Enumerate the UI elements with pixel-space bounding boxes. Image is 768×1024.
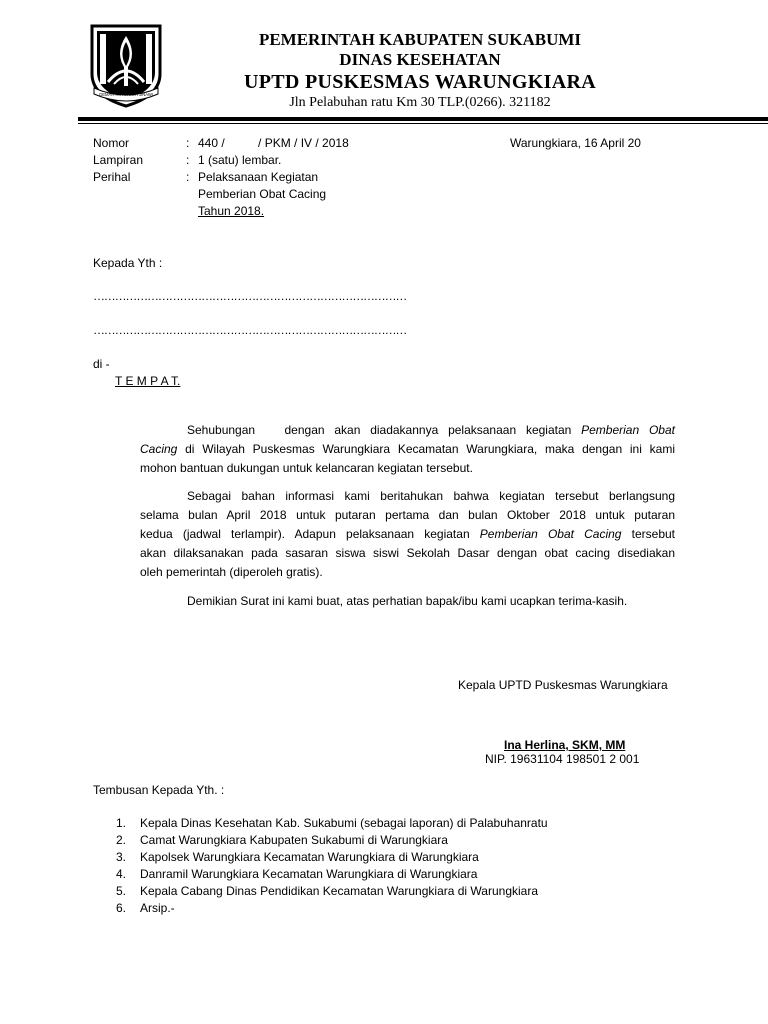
- di-label: di -: [93, 357, 110, 371]
- perihal-colon: :: [186, 170, 190, 184]
- letterhead: [0, 0, 768, 124]
- body-paragraph-2: [140, 487, 675, 582]
- cc-num: 1.: [116, 816, 127, 830]
- cc-text: Kepala Cabang Dinas Pendidikan Kecamatan Warungkiara di Warungkiara: [140, 884, 539, 898]
- header-institution: UPTD PUSKESMAS WARUNGKIARA: [244, 71, 596, 93]
- p1-line-2: [140, 440, 675, 459]
- header-department: DINAS KESEHATAN: [339, 50, 501, 69]
- sukabumi-emblem-icon: [86, 22, 166, 108]
- header-address: Jln Pelabuhan ratu Km 30 TLP.(0266). 321182: [289, 95, 551, 110]
- p2-line-3-text-b: tersebut: [621, 527, 675, 541]
- cc-num: 5.: [116, 884, 127, 898]
- perihal-line-1: Pelaksanaan Kegiatan: [198, 170, 319, 184]
- cc-text: Kepala Dinas Kesehatan Kab. Sukabumi (sebagai laporan) di Palabuhanratu: [140, 816, 548, 830]
- p1-line-1: [140, 421, 675, 440]
- list-item: [116, 815, 616, 832]
- lampiran-colon: :: [186, 153, 190, 167]
- nomor-colon: :: [186, 136, 190, 150]
- emblem-motto: GEMAH RIPAH LOH JINAWI: [99, 92, 153, 97]
- p1-line-2-text: di Wilayah Puskesmas Warungkiara Kecamatan Warungkiara, maka dengan ini kami: [177, 442, 675, 456]
- letterhead-text: [200, 30, 640, 112]
- lampiran-label: Lampiran: [93, 153, 144, 167]
- nomor-value: 440 / / PKM / IV / 2018: [198, 136, 349, 150]
- signatory-name: Ina Herlina, SKM, MM: [504, 738, 626, 752]
- list-item: [116, 832, 616, 849]
- header-rule-thick: [78, 117, 768, 121]
- header-rule-thin: [78, 123, 768, 124]
- letter-date: Warungkiara, 16 April 20: [510, 136, 641, 150]
- body-paragraph-1: [140, 421, 675, 478]
- signatory-nip: NIP. 19631104 198501 2 001: [485, 752, 640, 766]
- p2-line-5: oleh pemerintah (diperoleh gratis).: [140, 565, 323, 579]
- perihal-line-2: Pemberian Obat Cacing: [198, 187, 327, 201]
- p1-line-3: mohon bantuan dukungan untuk kelancaran kegiatan tersebut.: [140, 461, 473, 475]
- p1-line-1-italic: Pemberian Obat: [581, 423, 675, 437]
- list-item: [116, 849, 616, 866]
- p2-line-1: Sebagai bahan informasi kami beritahukan bahwa kegiatan tersebut berlangsung: [187, 489, 675, 503]
- cc-text: Camat Warungkiara Kabupaten Sukabumi di Warungkiara: [140, 833, 448, 847]
- cc-num: 2.: [116, 833, 127, 847]
- list-item: [116, 866, 616, 883]
- body-paragraph-3: Demikian Surat ini kami buat, atas perhatian bapak/ibu kami ucapkan terima-kasih.: [187, 594, 628, 608]
- cc-num: 3.: [116, 850, 127, 864]
- tempat-label: T E M P A T.: [115, 374, 181, 388]
- cc-text: Arsip.-: [140, 901, 175, 915]
- recipient-dots-2: ……………………………………………………………………………: [93, 323, 407, 337]
- cc-num: 6.: [116, 901, 127, 915]
- p2-line-4: akan dilaksanakan pada sasaran siswa siswi Sekolah Dasar dengan obat cacing disediakan: [140, 546, 675, 560]
- header-government: PEMERINTAH KABUPATEN SUKABUMI: [258, 30, 582, 49]
- cc-text: Danramil Warungkiara Kecamatan Warungkiara di Warungkiara: [140, 867, 478, 881]
- cc-heading: Tembusan Kepada Yth. :: [93, 783, 225, 797]
- list-item: [116, 900, 616, 917]
- perihal-label: Perihal: [93, 170, 131, 184]
- p1-line-2-italic: Cacing: [140, 442, 178, 456]
- kepada-yth: Kepada Yth :: [93, 256, 163, 270]
- lampiran-value: 1 (satu) lembar.: [198, 153, 282, 167]
- p2-line-3-text-a: kedua (jadwal terlampir). Adapun pelaksanaan kegiatan: [140, 527, 480, 541]
- p2-line-2: selama bulan April 2018 untuk putaran pertama dan bulan Oktober 2018 untuk putaran: [140, 508, 675, 522]
- cc-text: Kapolsek Warungkiara Kecamatan Warungkiara di Warungkiara: [140, 850, 479, 864]
- recipient-dots-1: ……………………………………………………………………………: [93, 289, 407, 303]
- signature-title: Kepala UPTD Puskesmas Warungkiara: [458, 678, 668, 692]
- perihal-line-3: Tahun 2018.: [198, 204, 265, 218]
- nomor-label: Nomor: [93, 136, 130, 150]
- cc-list: [116, 815, 616, 917]
- cc-num: 4.: [116, 867, 127, 881]
- p2-line-3-italic: Pemberian Obat Cacing: [479, 527, 622, 541]
- list-item: [116, 883, 616, 900]
- p2-line-3: [140, 525, 675, 544]
- p1-line-1-text: Sehubungan dengan akan diadakannya pelaksanaan kegiatan: [187, 423, 582, 437]
